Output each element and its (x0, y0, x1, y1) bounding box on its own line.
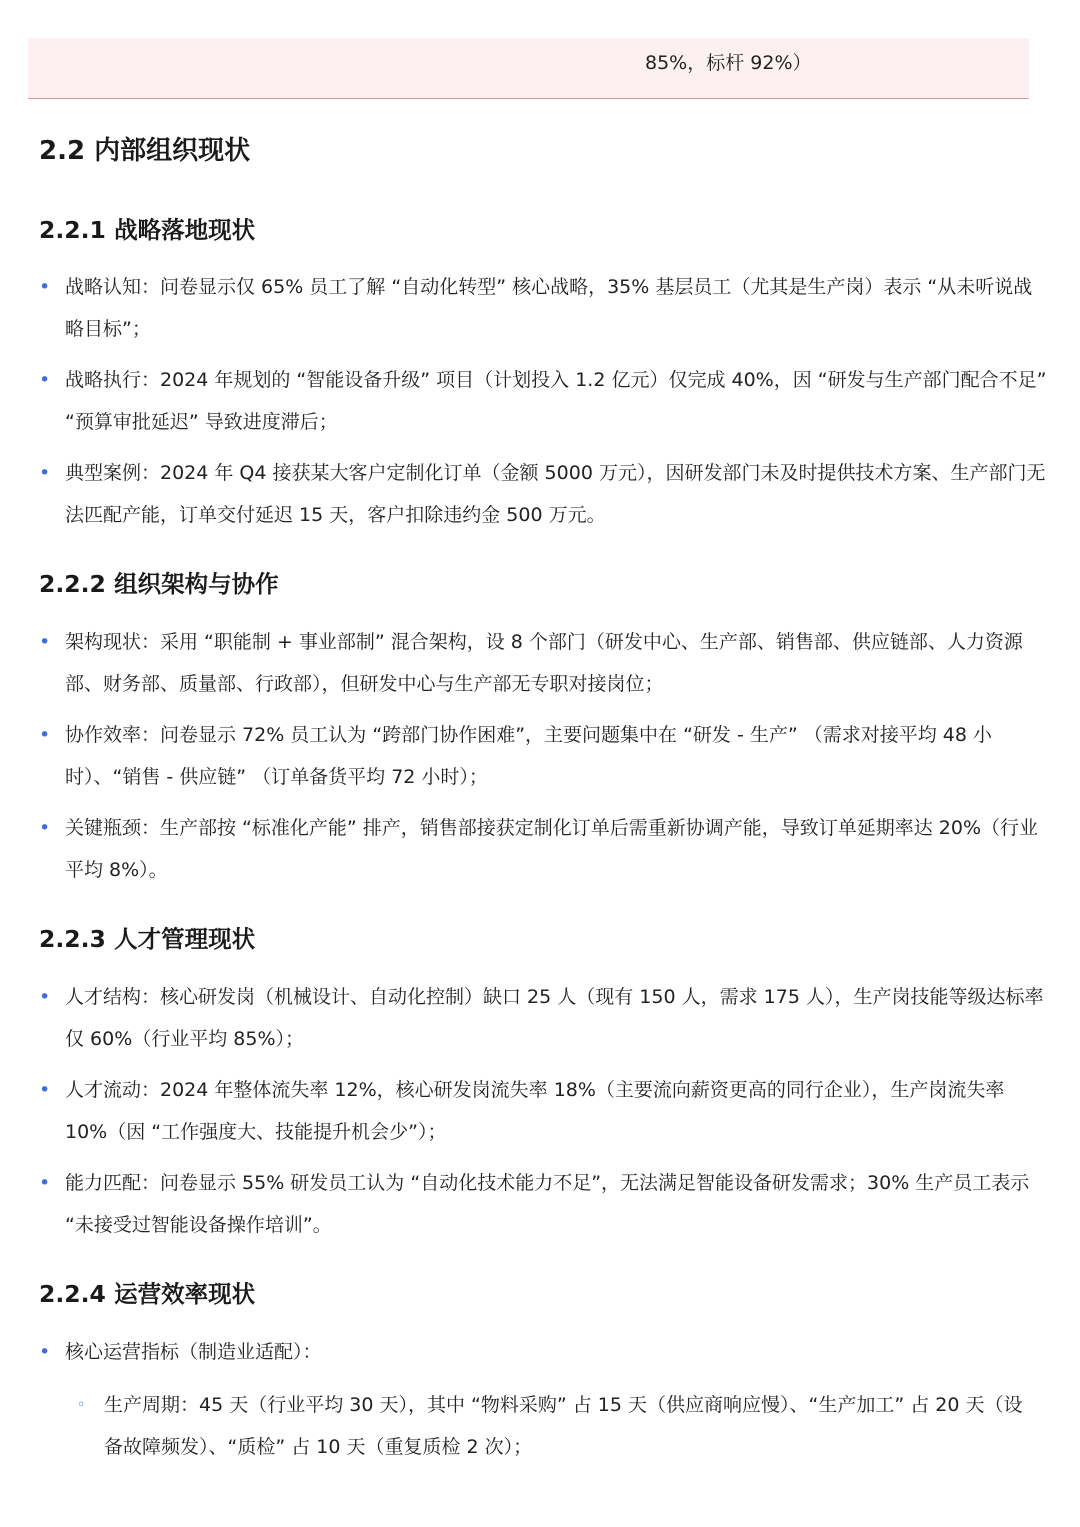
list-item-text: 典型案例：2024 年 Q4 接获某大客户定制化订单（金额 5000 万元），因研发部门未及时提供技术方案、生产部门无法匹配产能，订单交付延迟 15 天，客户扣除违约金 500 万元。 (65, 462, 1046, 526)
subsection-heading-strategy: 2.2.1 战略落地现状 (39, 216, 256, 244)
list-item-text: 协作效率：问卷显示 72% 员工认为 “跨部门协作困难”，主要问题集中在 “研发 - 生产” （需求对接平均 48 小时）、“销售 - 供应链” （订单备货平均 72 小时）； (65, 724, 992, 788)
bullet-icon (39, 977, 51, 1018)
list-item-text: 架构现状：采用 “职能制 + 事业部制” 混合架构，设 8 个部门（研发中心、生产部、销售部、供应链部、人力资源部、财务部、质量部、行政部），但研发中心与生产部无专职对接岗位； (65, 631, 1023, 695)
table-continuation-cell (28, 38, 1029, 99)
sub-list-item-text: 生产周期：45 天（行业平均 30 天），其中 “物料采购” 占 15 天（供应商响应慢）、“生产加工” 占 20 天（设备故障频发）、“质检” 占 10 天（重复质检 2 次）； (104, 1394, 1023, 1458)
bullet-icon (39, 622, 51, 663)
bullet-icon (39, 715, 51, 756)
bullet-icon (39, 1163, 51, 1204)
bullet-icon (39, 267, 51, 308)
list-item-text: 人才结构：核心研发岗（机械设计、自动化控制）缺口 25 人（现有 150 人，需求 175 人），生产岗技能等级达标率仅 60%（行业平均 85%）； (65, 986, 1044, 1050)
subsection-heading-operations: 2.2.4 运营效率现状 (39, 1280, 256, 1308)
list-item-text: 能力匹配：问卷显示 55% 研发员工认为 “自动化技术能力不足”，无法满足智能设备研发需求；30% 生产员工表示 “未接受过智能设备操作培训”。 (65, 1172, 1030, 1236)
table-cell-text: 85%，标杆 92%） (645, 52, 812, 74)
bullet-icon (39, 360, 51, 401)
subsection-heading-talent: 2.2.3 人才管理现状 (39, 925, 256, 953)
bullet-icon (39, 1332, 51, 1373)
bullet-icon (39, 1070, 51, 1111)
list-item-text: 战略执行：2024 年规划的 “智能设备升级” 项目（计划投入 1.2 亿元）仅完成 40%，因 “研发与生产部门配合不足” “预算审批延迟” 导致进度滞后； (65, 369, 1047, 433)
subsection-heading-organization: 2.2.2 组织架构与协作 (39, 570, 279, 598)
list-item-text: 关键瓶颈：生产部按 “标准化产能” 排产，销售部接获定制化订单后需重新协调产能，导致订单延期率达 20%（行业平均 8%）。 (65, 817, 1039, 881)
section-heading: 2.2 内部组织现状 (39, 136, 251, 166)
bullet-icon (39, 453, 51, 494)
list-item-text: 人才流动：2024 年整体流失率 12%，核心研发岗流失率 18%（主要流向薪资更高的同行企业），生产岗流失率 10%（因 “工作强度大、技能提升机会少”）； (65, 1079, 1005, 1143)
list-item-text: 核心运营指标（制造业适配）： (65, 1341, 322, 1363)
bullet-icon (39, 808, 51, 849)
hollow-bullet-icon (77, 1385, 89, 1426)
list-item-text: 战略认知：问卷显示仅 65% 员工了解 “自动化转型” 核心战略，35% 基层员工（尤其是生产岗）表示 “从未听说战略目标”； (65, 276, 1033, 340)
